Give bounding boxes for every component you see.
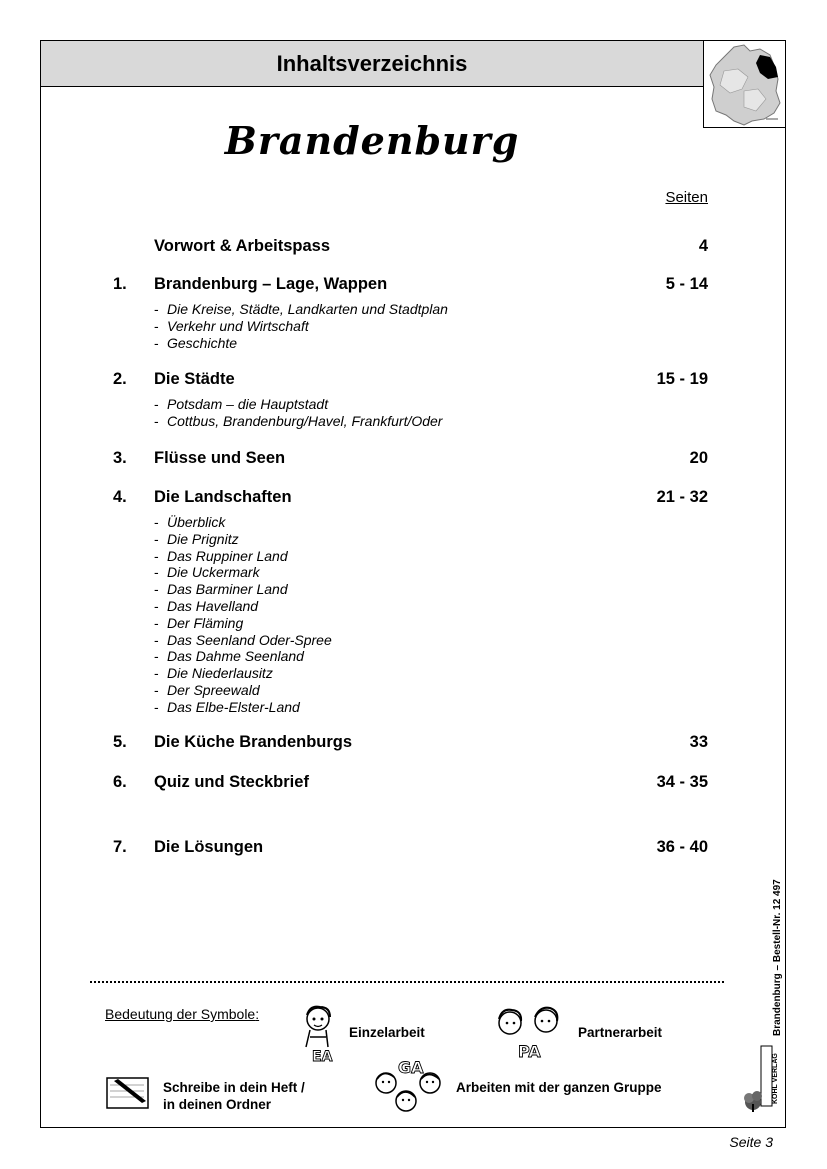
- entry-pages: 33: [689, 733, 708, 751]
- sub-entry: - Das Seenland Oder-Spree: [154, 631, 332, 648]
- partnerarbeit-label: Partnerarbeit: [578, 1025, 663, 1040]
- einzelarbeit-label: Einzelarbeit: [349, 1025, 425, 1040]
- sub-entry: - Das Ruppiner Land: [154, 547, 288, 564]
- svg-text:EA: EA: [312, 1049, 333, 1065]
- legend-title: Bedeutung der Symbole:: [105, 1006, 260, 1022]
- sub-entry: - Geschichte: [154, 334, 238, 351]
- sub-entry: - Verkehr und Wirtschaft: [154, 317, 309, 334]
- entry-label: Quiz und Steckbrief: [154, 773, 309, 791]
- partnerarbeit-icon: [494, 1003, 566, 1061]
- entry-number: 2.: [113, 370, 127, 388]
- sub-entry: - Der Fläming: [154, 614, 244, 631]
- entry-label: Die Lösungen: [154, 838, 264, 856]
- sub-entry: - Cottbus, Brandenburg/Havel, Frankfurt/Oder: [154, 412, 443, 429]
- entry-label: Flüsse und Seen: [154, 449, 286, 467]
- germany-map-icon: [703, 40, 786, 128]
- einzelarbeit-icon: [300, 1003, 340, 1065]
- entry-number: 5.: [113, 733, 127, 751]
- toc-subentries-1: [154, 301, 448, 351]
- entry-pages: 5 - 14: [665, 275, 708, 293]
- sub-entry: - Die Prignitz: [154, 530, 239, 547]
- main-title: Brandenburg: [224, 118, 520, 163]
- entry-label: Die Städte: [154, 370, 235, 388]
- sub-entry: - Das Havelland: [154, 597, 259, 614]
- entry-number: 6.: [113, 773, 127, 791]
- sub-entry: - Die Kreise, Städte, Landkarten und Stadtplan: [154, 301, 448, 317]
- entry-number: 4.: [113, 488, 127, 506]
- notebook-pen-icon: [106, 1077, 149, 1109]
- sub-entry: - Das Dahme Seenland: [154, 648, 304, 665]
- sub-entry: - Die Niederlausitz: [154, 665, 273, 682]
- entry-pages: 15 - 19: [656, 370, 708, 388]
- entry-label: Vorwort & Arbeitspass: [154, 237, 331, 255]
- publisher-logo: [743, 1044, 779, 1114]
- entry-pages: 21 - 32: [656, 488, 708, 506]
- side-order-number: Brandenburg – Bestell-Nr. 12 497: [772, 879, 783, 1036]
- entry-label: Brandenburg – Lage, Wappen: [154, 275, 388, 293]
- page-number: Seite 3: [729, 1134, 773, 1150]
- heft-label: Schreibe in dein Heft / in deinen Ordner: [163, 1080, 305, 1112]
- entry-pages: 36 - 40: [656, 838, 708, 856]
- entry-number: 7.: [113, 838, 127, 856]
- gruppenarbeit-icon: [372, 1053, 446, 1115]
- entry-pages: 20: [689, 449, 708, 467]
- entry-pages: 4: [698, 237, 708, 255]
- entry-number: 1.: [113, 275, 127, 293]
- seiten-label: Seiten: [665, 189, 708, 206]
- publisher-name: KOHL VERLAG: [772, 1053, 779, 1104]
- toc-subentries-4: [154, 514, 332, 716]
- sub-entry: - Die Uckermark: [154, 564, 260, 581]
- sub-entry: - Potsdam – die Hauptstadt: [154, 396, 329, 412]
- svg-text:PA: PA: [518, 1042, 541, 1061]
- sub-entry: - Überblick: [154, 514, 226, 530]
- entry-number: 3.: [113, 449, 127, 467]
- header-title: Inhaltsverzeichnis: [276, 51, 468, 76]
- dotted-divider: [90, 981, 724, 983]
- sub-entry: - Das Barminer Land: [154, 581, 288, 598]
- entry-label: Die Landschaften: [154, 488, 292, 506]
- gruppe-label: Arbeiten mit der ganzen Gruppe: [456, 1080, 662, 1095]
- toc-subentries-2: [154, 396, 442, 430]
- sub-entry: - Der Spreewald: [154, 681, 260, 698]
- entry-pages: 34 - 35: [656, 773, 708, 791]
- svg-text:GA: GA: [398, 1058, 424, 1077]
- header-bar: [40, 40, 704, 87]
- sub-entry: - Das Elbe-Elster-Land: [154, 698, 300, 715]
- entry-label: Die Küche Brandenburgs: [154, 733, 353, 751]
